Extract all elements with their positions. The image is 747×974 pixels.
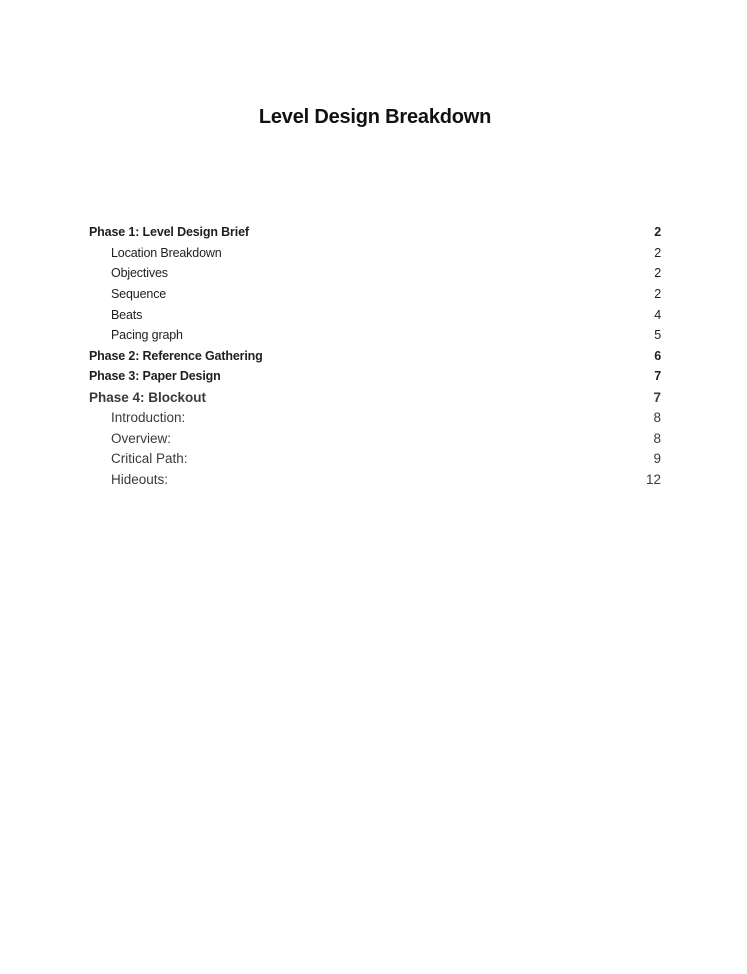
toc-entry-page-number: 2 [654,225,661,240]
toc-entry-page-number: 5 [654,328,661,343]
toc-entry-page-number: 4 [654,307,661,322]
toc-entry[interactable] [89,469,661,490]
toc-entry[interactable] [89,222,661,243]
toc-entry-page-number: 2 [654,266,661,281]
toc-entry[interactable] [89,284,661,305]
toc-entry-label: Location Breakdown [111,245,222,260]
toc-entry-page-number: 8 [653,410,661,426]
toc-entry-page-number: 12 [645,471,661,487]
toc-entry[interactable] [89,243,661,264]
toc-entry-label: Introduction: [111,410,186,426]
toc-entry[interactable] [89,407,661,428]
toc-entry-label: Phase 2: Reference Gathering [89,348,263,363]
toc-entry-label: Hideouts: [111,471,169,487]
toc-entry-page-number: 7 [654,369,661,384]
toc-entry-label: Sequence [111,287,167,302]
toc-entry[interactable] [89,304,661,325]
toc-entry-page-number: 7 [653,389,661,405]
toc-entry-label: Objectives [111,266,168,281]
toc-entry[interactable] [89,387,661,408]
toc-entry-label: Pacing graph [111,328,183,343]
toc-entry[interactable] [89,428,661,449]
toc-entry[interactable] [89,346,661,367]
toc-entry[interactable] [89,366,661,387]
toc-entry-page-number: 2 [654,287,661,302]
toc-entry-label: Overview: [111,430,172,446]
toc-entry[interactable] [89,449,661,470]
toc-entry[interactable] [89,325,661,346]
table-of-contents [89,222,661,490]
toc-entry-page-number: 6 [654,348,661,363]
toc-entry-label: Phase 3: Paper Design [89,369,221,384]
toc-entry-page-number: 2 [654,245,661,260]
toc-entry[interactable] [89,263,661,284]
toc-entry-label: Beats [111,307,143,322]
toc-entry-label: Critical Path: [111,451,188,467]
toc-entry-label: Phase 4: Blockout [89,389,207,405]
toc-entry-page-number: 9 [653,451,661,467]
page-title: Level Design Breakdown [258,106,492,128]
toc-entry-page-number: 8 [653,430,661,446]
toc-entry-label: Phase 1: Level Design Brief [89,225,249,240]
